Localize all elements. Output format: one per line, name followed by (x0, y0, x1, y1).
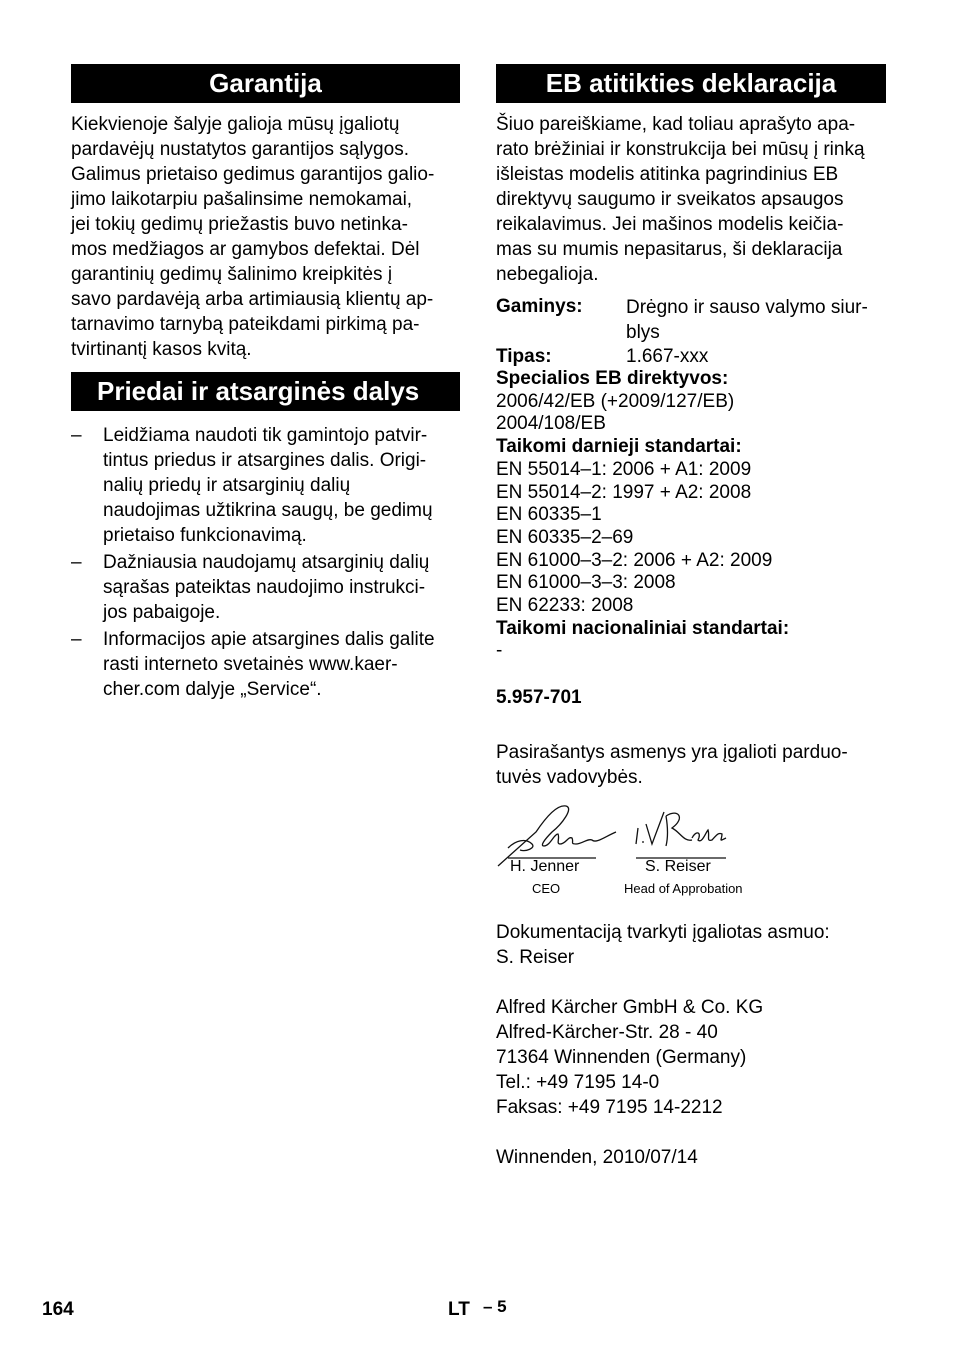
text-line: Alfred-Kärcher-Str. 28 - 40 (496, 1021, 718, 1043)
text-line: Dažniausia naudojamų atsarginių dalių (103, 552, 430, 573)
list-item (71, 627, 460, 702)
eb-intro (496, 112, 886, 287)
standard-item: EN 61000–3–2: 2006 + A2: 2009 (496, 549, 773, 571)
text-line: naudojimas užtikrina saugų, be gedimų (103, 500, 433, 521)
text-line: mas su mumis nepasitarus, ši deklaracija (496, 239, 843, 260)
dash-bullet: – (71, 425, 82, 446)
document-number: 5.957-701 (496, 687, 582, 709)
text-line: Informacijos apie atsargines dalis galite (103, 629, 435, 650)
text-line: mos medžiagos ar gamybos defektai. Dėl (71, 239, 420, 260)
text-line: Galimus prietaiso gedimus garantijos galio- (71, 164, 435, 185)
text-line: savo pardavėją arba artimiausią klientų ap- (71, 289, 434, 310)
text-line: pardavėjų nustatytos garantijos sąlygos. (71, 139, 409, 160)
language-code: LT (448, 1299, 470, 1320)
text-line: S. Reiser (496, 946, 575, 968)
gaminys-label: Gaminys: (496, 296, 583, 317)
text-line: jos pabaigoje. (103, 602, 221, 623)
text-line: jei tokių gedimų priežastis buvo netinka- (71, 214, 408, 235)
text-line: rasti interneto svetainės www.kaer- (103, 654, 398, 675)
company-address (496, 995, 886, 1120)
directive-item: 2006/42/EB (+2009/127/EB) (496, 390, 735, 412)
national-value: - (496, 640, 503, 662)
text-line: Drėgno ir sauso valymo siur- (626, 297, 868, 318)
text-line: 71364 Winnenden (Germany) (496, 1046, 747, 1068)
text-line: garantinių gedimų šalinimo kreipkitės į (71, 264, 393, 285)
priedai-list (71, 423, 460, 702)
list-item (71, 550, 460, 625)
page-number: 164 (42, 1299, 74, 1320)
national-label: Taikomi nacionaliniai standartai: (496, 617, 790, 639)
text-line: Tel.: +49 7195 14-0 (496, 1071, 660, 1093)
text-line: blys (626, 322, 660, 343)
garantija-heading: Garantija (71, 64, 460, 103)
eb-heading: EB atitikties deklaracija (496, 64, 886, 103)
text-line: direktyvų saugumo ir sveikatos apsaugos (496, 189, 844, 210)
standard-item: EN 55014–2: 1997 + A2: 2008 (496, 481, 752, 503)
dash-bullet: – (71, 552, 82, 573)
text-line: cher.com dalyje „Service“. (103, 679, 322, 700)
gaminys-row (496, 295, 886, 345)
signatory-2-name: S. Reiser (645, 857, 711, 875)
text-line: sąrašas pateiktas naudojimo instrukci- (103, 577, 426, 598)
standard-item: EN 62233: 2008 (496, 595, 634, 617)
standard-item: EN 55014–1: 2006 + A1: 2009 (496, 458, 752, 480)
text-line: Faksas: +49 7195 14-2212 (496, 1096, 723, 1118)
text-line: rato brėžiniai ir konstrukcija bei mūsų į rinką (496, 139, 865, 160)
text-line: nalių priedų ir atsarginių dalių (103, 475, 351, 496)
directives-label: Specialios EB direktyvos: (496, 368, 729, 389)
place-date: Winnenden, 2010/07/14 (496, 1146, 698, 1168)
signature-block (496, 802, 886, 902)
priedai-heading: Priedai ir atsarginės dalys (71, 372, 460, 411)
tipas-row (496, 345, 886, 368)
text-line: reikalavimus. Jei mašinos modelis keičia- (496, 214, 844, 235)
signatory-1-role: CEO (532, 880, 561, 896)
tipas-label: Tipas: (496, 346, 552, 367)
right-column (496, 64, 886, 1170)
reiser-signature-icon (636, 812, 726, 858)
tipas-value: 1.667-xxx (626, 346, 709, 367)
gaminys-value (626, 295, 886, 345)
text-line: Šiuo pareiškiame, kad toliau aprašyto apa- (496, 114, 856, 135)
signatory-1-name: H. Jenner (510, 857, 580, 875)
text-line: tuvės vadovybės. (496, 766, 643, 788)
standard-item: EN 61000–3–3: 2008 (496, 572, 676, 594)
text-line: Kiekvienoje šalyje galioja mūsų įgaliotų (71, 114, 400, 135)
signatories-text (496, 740, 886, 790)
garantija-text (71, 112, 460, 362)
text-line: tintus priedus ir atsargines dalis. Origi- (103, 450, 427, 471)
text-line: Alfred Kärcher GmbH & Co. KG (496, 996, 764, 1018)
standard-item: EN 60335–1 (496, 504, 602, 526)
directive-item: 2004/108/EB (496, 413, 606, 435)
declaration-details (496, 295, 886, 663)
text-line: jimo laikotarpiu pašalinsime nemokamai, (71, 189, 413, 210)
harmonized-label: Taikomi darnieji standartai: (496, 436, 742, 458)
text-line: tvirtinantį kasos kvitą. (71, 339, 252, 360)
text-line: išleistas modelis atitinka pagrindinius EB (496, 164, 839, 185)
text-line: nebegalioja. (496, 264, 599, 285)
text-line: Dokumentaciją tvarkyti įgaliotas asmuo: (496, 921, 830, 943)
dash-bullet: – (71, 629, 82, 650)
list-item (71, 423, 460, 548)
jenner-signature-icon (498, 806, 616, 866)
left-column (71, 64, 460, 704)
text-line: Leidžiama naudoti tik gamintojo patvir- (103, 425, 428, 446)
section-number: – 5 (483, 1297, 507, 1316)
text-line: prietaiso funkcionavimą. (103, 525, 307, 546)
standard-item: EN 60335–2–69 (496, 526, 634, 548)
text-line: tarnavimo tarnybą pateikdami pirkimą pa- (71, 314, 420, 335)
text-line: Pasirašantys asmenys yra įgalioti parduo- (496, 741, 848, 763)
signatory-2-role: Head of Approbation (624, 880, 743, 896)
documentation-person (496, 920, 886, 970)
